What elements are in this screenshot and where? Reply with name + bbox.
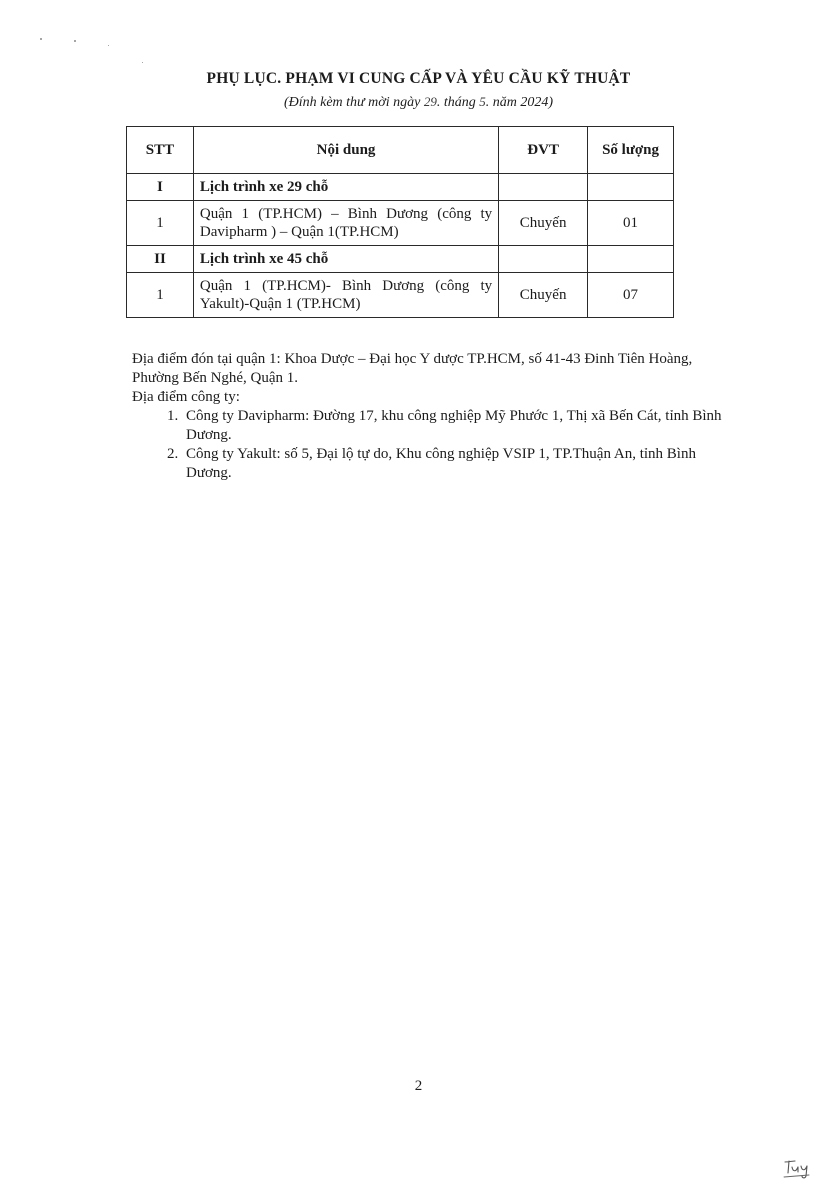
handwritten-month: 5: [479, 94, 486, 109]
header-stt: STT: [127, 127, 194, 174]
section-name: Lịch trình xe 45 chỗ: [193, 246, 498, 273]
section-number: II: [127, 246, 194, 273]
item-description: Quận 1 (TP.HCM)- Bình Dương (công ty Yakult)-Quận 1 (TP.HCM): [193, 273, 498, 318]
company-heading: Địa điểm công ty:: [132, 389, 240, 405]
list-item: 2. Công ty Yakult: số 5, Đại lộ tự do, Khu công nghiệp VSIP 1, TP.Thuận An, tỉnh Bình Dương.: [182, 445, 737, 483]
list-item: 1. Công ty Davipharm: Đường 17, khu công nghiệp Mỹ Phước 1, Thị xã Bến Cát, tỉnh Bình Dương.: [182, 407, 737, 445]
item-number: 1: [127, 201, 194, 246]
handwritten-initials: [782, 1158, 812, 1185]
company-list: [132, 407, 737, 483]
section-row: [127, 174, 674, 201]
scope-table: [126, 126, 674, 318]
handwritten-day: 29: [423, 94, 437, 109]
header-content: Nội dung: [193, 127, 498, 174]
location-details: [132, 350, 737, 483]
item-quantity: 01: [588, 201, 674, 246]
empty-cell: [588, 246, 674, 273]
section-row: [127, 246, 674, 273]
pickup-location: Địa điểm đón tại quận 1: Khoa Dược – Đại học Y dược TP.HCM, số 41-43 Đinh Tiên Hoàng, Phường Bến Nghé, Quận 1.: [132, 351, 693, 386]
section-name: Lịch trình xe 29 chỗ: [193, 174, 498, 201]
page-number: 2: [414, 1078, 423, 1094]
table-row: [127, 201, 674, 246]
empty-cell: [499, 174, 588, 201]
empty-cell: [588, 174, 674, 201]
table-header-row: [127, 127, 674, 174]
document-subtitle: [0, 94, 837, 111]
item-number: 1: [127, 273, 194, 318]
header-unit: ĐVT: [499, 127, 588, 174]
table-row: [127, 273, 674, 318]
subtitle-suffix: . năm 2024): [485, 95, 554, 110]
item-unit: Chuyến: [499, 201, 588, 246]
header-quantity: Số lượng: [588, 127, 674, 174]
item-quantity: 07: [588, 273, 674, 318]
section-number: I: [127, 174, 194, 201]
subtitle-prefix: (Đính kèm thư mời ngày: [283, 95, 424, 110]
subtitle-mid: . tháng: [436, 95, 480, 110]
item-description: Quận 1 (TP.HCM) – Bình Dương (công ty Davipharm ) – Quận 1(TP.HCM): [193, 201, 498, 246]
document-title: PHỤ LỤC. PHẠM VI CUNG CẤP VÀ YÊU CẦU KỸ THUẬT: [206, 70, 631, 87]
item-unit: Chuyến: [499, 273, 588, 318]
empty-cell: [499, 246, 588, 273]
